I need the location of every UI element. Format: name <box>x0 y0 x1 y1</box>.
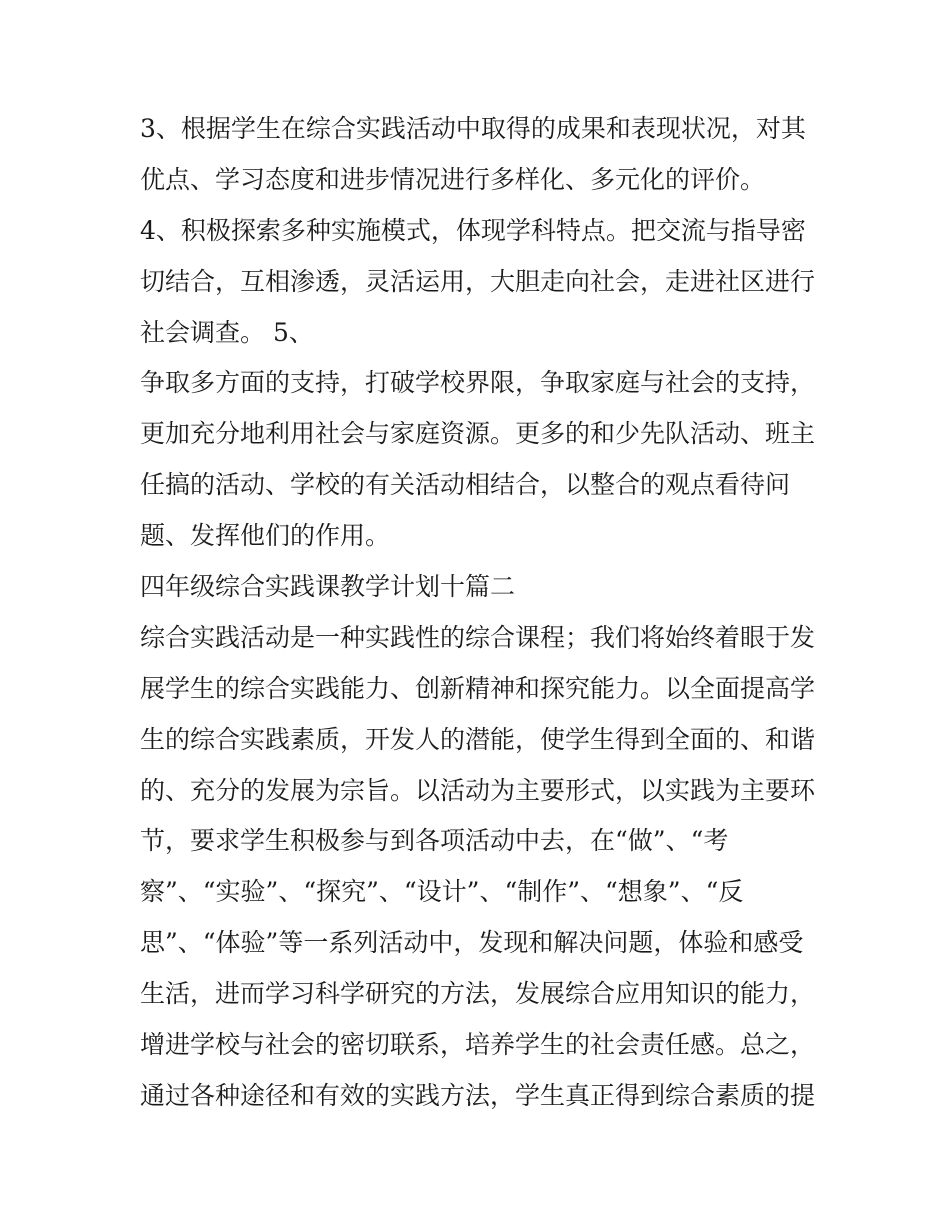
text-line: 题、发挥他们的作用。 <box>140 521 391 551</box>
text-line: 生的综合实践素质，开发人的潜能，使学生得到全面的、和谐 <box>140 724 816 754</box>
section-heading: 四年级综合实践课教学计划十篇二 <box>140 572 516 602</box>
text-line: 社会调查。 5、 <box>140 317 314 347</box>
text-line: 节，要求学生积极参与到各项活动中去，在“做”、“考 <box>140 826 729 856</box>
text-line: 任搞的活动、学校的有关活动相结合，以整合的观点看待问 <box>140 470 791 500</box>
text-line: 察”、“实验”、“探究”、“设计”、“制作”、“想象”、“反 <box>140 877 744 907</box>
text-line: 更加充分地利用社会与家庭资源。更多的和少先队活动、班主 <box>140 419 816 449</box>
text-line: 争取多方面的支持，打破学校界限，争取家庭与社会的支持， <box>140 368 816 398</box>
text-line: 增进学校与社会的密切联系，培养学生的社会责任感。总之， <box>140 1030 816 1060</box>
text-line: 展学生的综合实践能力、创新精神和探究能力。以全面提高学 <box>140 673 816 703</box>
text-line: 生活，进而学习科学研究的方法，发展综合应用知识的能力， <box>140 979 816 1009</box>
text-line: 4、积极探索多种实施模式，体现学科特点。把交流与指导密 <box>140 215 806 245</box>
text-line: 思”、“体验”等一系列活动中，发现和解决问题，体验和感受 <box>140 928 804 958</box>
document-body <box>140 104 820 1122</box>
text-line: 3、根据学生在综合实践活动中取得的成果和表现状况，对其 <box>140 114 806 143</box>
text-line: 的、充分的发展为宗旨。以活动为主要形式，以实践为主要环 <box>140 775 816 805</box>
text-line: 通过各种途径和有效的实践方法，学生真正得到综合素质的提 <box>140 1080 816 1110</box>
text-line: 切结合，互相渗透，灵活运用，大胆走向社会，走进社区进行 <box>140 266 816 296</box>
text-line: 优点、学习态度和进步情况进行多样化、多元化的评价。 <box>140 164 766 194</box>
text-line: 综合实践活动是一种实践性的综合课程；我们将始终着眼于发 <box>140 622 816 652</box>
